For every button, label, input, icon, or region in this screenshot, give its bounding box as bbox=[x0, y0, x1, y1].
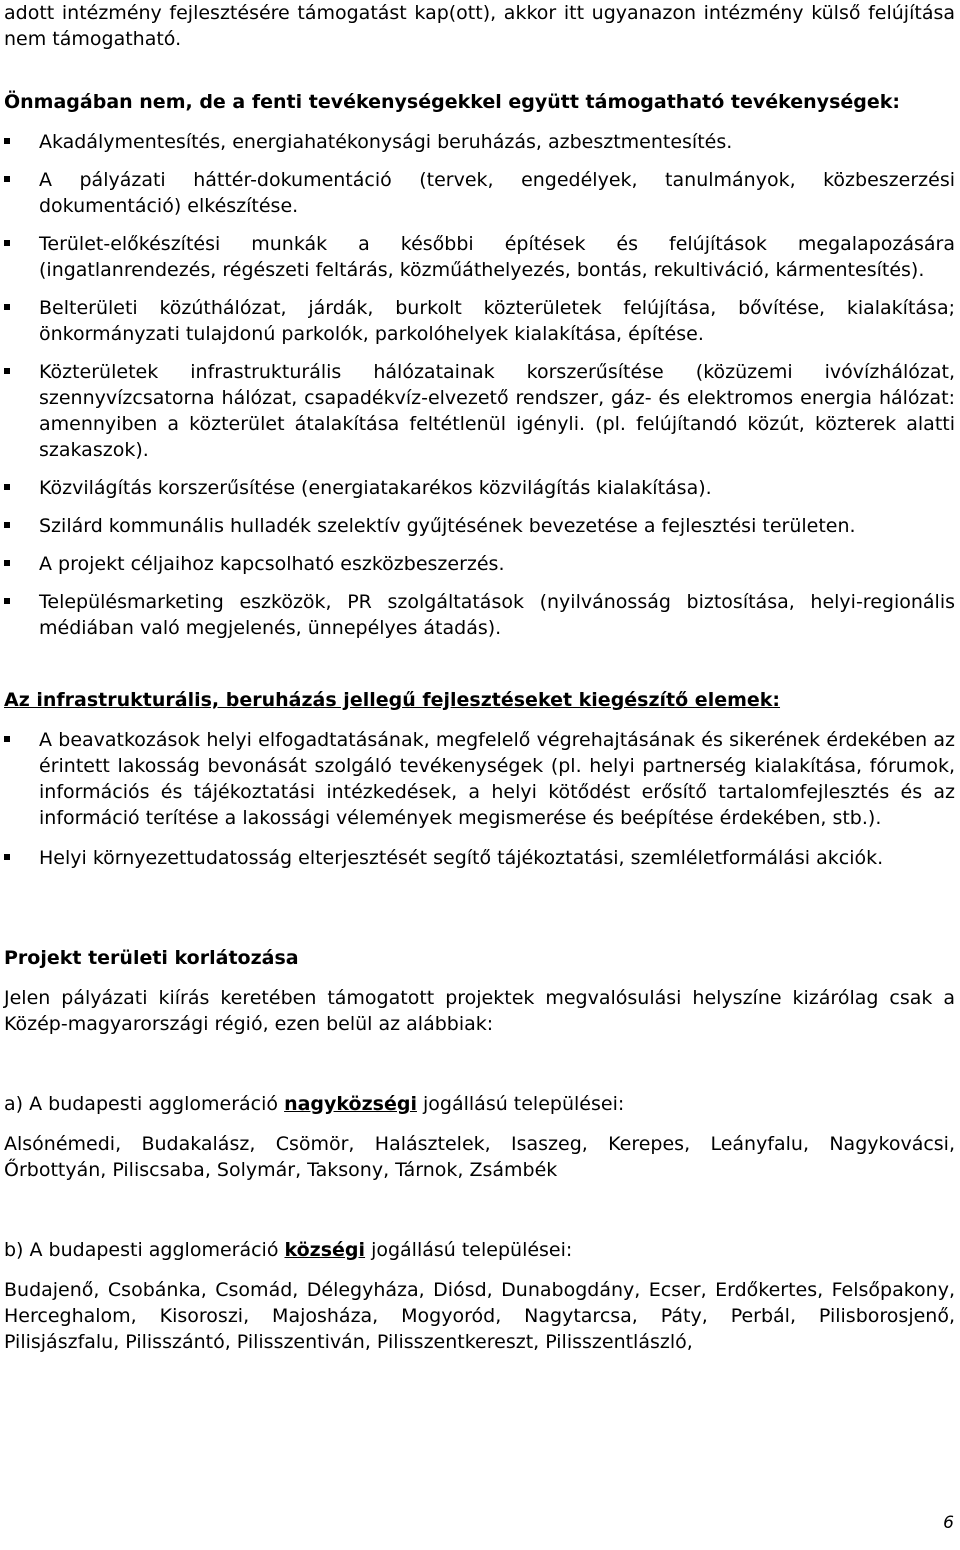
emphasis-nagykozsegi: nagyközségi bbox=[284, 1093, 417, 1115]
document-page bbox=[4, 0, 955, 1355]
bullet-icon bbox=[4, 484, 10, 490]
subsection-b-list: Budajenő, Csobánka, Csomád, Délegyháza, Diósd, Dunabogdány, Ecser, Erdőkertes, Felsőpakony, Herceghalom, Kisoroszi, Majosháza, Mogyoród, Nagytarcsa, Páty, Perbál, Pilisborosjenő, Pilisjászfalu, Pilisszántó, Pilisszentiván, Pilisszentkereszt, Pilisszentlászló, bbox=[4, 1279, 955, 1353]
bullet-icon bbox=[4, 854, 10, 860]
subsection-a-list: Alsónémedi, Budakalász, Csömör, Halásztelek, Isaszeg, Kerepes, Leányfalu, Nagykovácsi, Őrbottyán, Piliscsaba, Solymár, Taksony, Tárnok, Zsámbék bbox=[4, 1133, 955, 1181]
list-item: Terület-előkészítési munkák a későbbi építések és felújítások megalapozására (ingatlanrendezés, régészeti feltárás, közműáthelyezés, bontás, rekultiváció, kármentesítés). bbox=[4, 231, 955, 283]
section3-intro: Jelen pályázati kiírás keretében támogatott projektek megvalósulási helyszíne kizárólag csak a Közép-magyarországi régió, ezen belül az alábbiak: bbox=[4, 987, 955, 1035]
section2-list bbox=[4, 727, 955, 871]
list-item: Helyi környezettudatosság elterjesztését segítő tájékoztatási, szemléletformálási akciók. bbox=[4, 845, 955, 871]
section1-heading: Önmagában nem, de a fenti tevékenységekkel együtt támogatható tevékenységek: bbox=[4, 91, 900, 113]
subsection-a-heading: a) A budapesti agglomeráció nagyközségi jogállású települései: bbox=[4, 1093, 625, 1115]
bullet-icon bbox=[4, 304, 10, 310]
bullet-icon bbox=[4, 522, 10, 528]
section1-list bbox=[4, 129, 955, 641]
bullet-icon bbox=[4, 368, 10, 374]
bullet-icon bbox=[4, 176, 10, 182]
list-item: Belterületi közúthálózat, járdák, burkolt közterületek felújítása, bővítése, kialakítása; önkormányzati tulajdonú parkolók, parkolóhelyek kialakítása, építése. bbox=[4, 295, 955, 347]
list-item: Szilárd kommunális hulladék szelektív gyűjtésének bevezetése a fejlesztési területen. bbox=[4, 513, 955, 539]
emphasis-kozsegi: községi bbox=[284, 1239, 366, 1261]
list-item: A pályázati háttér-dokumentáció (tervek, engedélyek, tanulmányok, közbeszerzési dokumentáció) elkészítése. bbox=[4, 167, 955, 219]
list-item: A projekt céljaihoz kapcsolható eszközbeszerzés. bbox=[4, 551, 955, 577]
list-item: Közvilágítás korszerűsítése (energiatakarékos közvilágítás kialakítása). bbox=[4, 475, 955, 501]
bullet-icon bbox=[4, 598, 10, 604]
list-item: Településmarketing eszközök, PR szolgáltatások (nyilvánosság biztosítása, helyi-regionális médiában való megjelenés, ünnepélyes átadás). bbox=[4, 589, 955, 641]
bullet-icon bbox=[4, 240, 10, 246]
list-item: Közterületek infrastrukturális hálózatainak korszerűsítése (közüzemi ivóvízhálózat, szennyvízcsatorna hálózat, csapadékvíz-elvezető rendszer, gáz- és elektromos energia hálózat: amennyiben a közterület átalakítása feltétlenül igényli. (pl. felújítandó közút, közterek alatti szakaszok). bbox=[4, 359, 955, 463]
intro-paragraph: adott intézmény fejlesztésére támogatást kap(ott), akkor itt ugyanazon intézmény külső felújítása nem támogatható. bbox=[4, 2, 955, 50]
subsection-b-heading: b) A budapesti agglomeráció községi jogállású települései: bbox=[4, 1239, 573, 1261]
section3-heading: Projekt területi korlátozása bbox=[4, 947, 299, 969]
section2-heading: Az infrastrukturális, beruházás jellegű fejlesztéseket kiegészítő elemek: bbox=[4, 689, 781, 711]
page-number: 6 bbox=[943, 1513, 954, 1533]
list-item: A beavatkozások helyi elfogadtatásának, megfelelő végrehajtásának és sikerének érdekében az érintett lakosság bevonását szolgáló tevékenységek (pl. helyi partnerség kialakítása, fórumok, információs és tájékoztatási intézkedések, a helyi kötődést erősítő tartalomfejlesztés és az információ terítése a lakossági vélemények megismerése és beépítése érdekében, stb.). bbox=[4, 727, 955, 831]
bullet-icon bbox=[4, 560, 10, 566]
bullet-icon bbox=[4, 138, 10, 144]
bullet-icon bbox=[4, 736, 10, 742]
list-item: Akadálymentesítés, energiahatékonysági beruházás, azbesztmentesítés. bbox=[4, 129, 955, 155]
